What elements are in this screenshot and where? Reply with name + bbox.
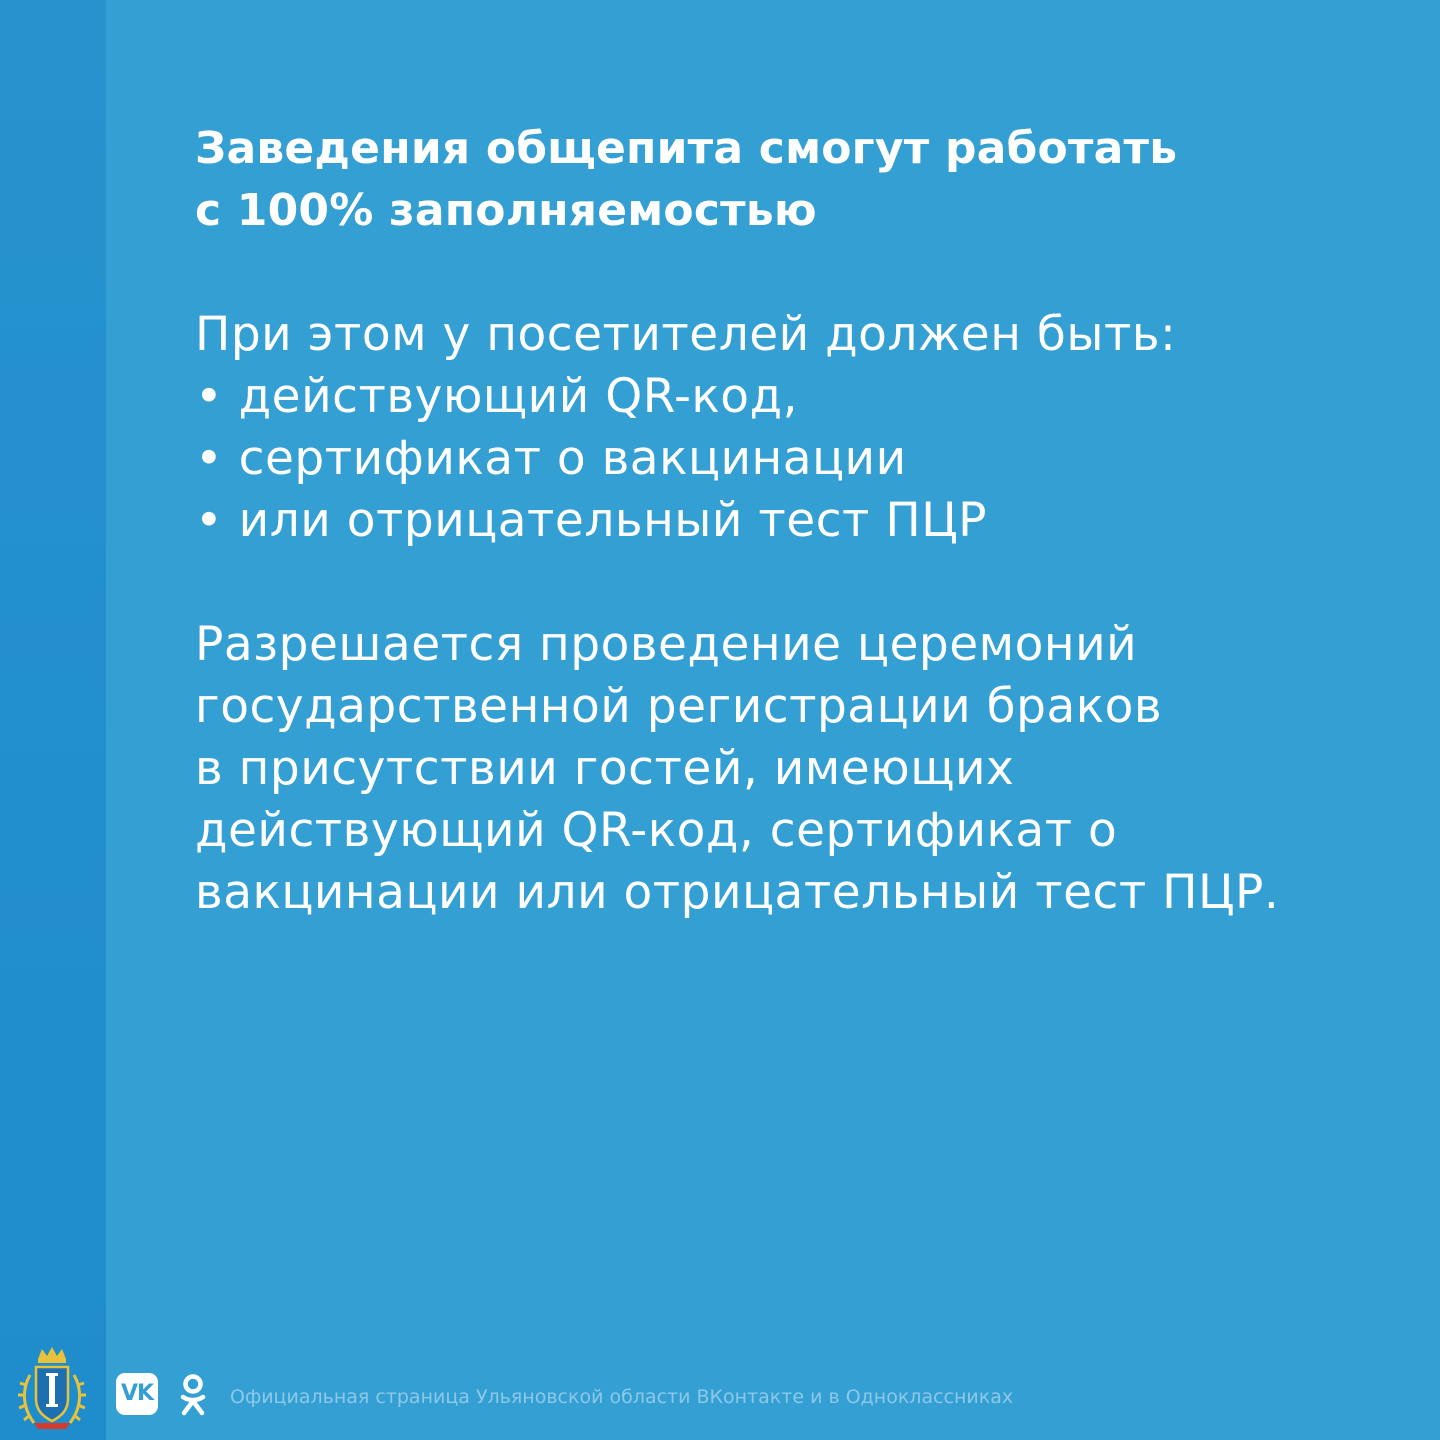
main-content — [195, 118, 1395, 924]
ceremonies-line: действующий QR-код, сертификат о — [195, 803, 1118, 858]
conditions-intro: При этом у посетителей должен быть: — [195, 307, 1177, 362]
coat-of-arms-icon — [16, 1345, 88, 1433]
footer-caption: Официальная страница Ульяновской области ВКонтакте и в Одноклассниках — [230, 1386, 1014, 1408]
headline-line-1: Заведения общепита смогут работать — [195, 123, 1178, 174]
condition-item: • или отрицательный тест ПЦР — [195, 493, 988, 548]
ceremonies-line: в присутствии гостей, имеющих — [195, 741, 1015, 796]
footer — [0, 1345, 1440, 1440]
vk-icon[interactable]: VK — [116, 1373, 158, 1415]
condition-item: • действующий QR-код, — [195, 369, 799, 424]
ceremonies-line: вакцинации или отрицательный тест ПЦР. — [195, 865, 1280, 920]
ceremonies-block — [195, 614, 1395, 924]
conditions-block — [195, 304, 1395, 552]
ceremonies-line: Разрешается проведение церемоний — [195, 617, 1138, 672]
odnoklassniki-icon[interactable] — [178, 1373, 208, 1417]
ceremonies-line: государственной регистрации браков — [195, 679, 1163, 734]
side-strip — [0, 0, 106, 1440]
headline-line-2: с 100% заполняемостью — [195, 185, 817, 236]
condition-item: • сертификат о вакцинации — [195, 431, 907, 486]
headline — [195, 118, 1395, 242]
